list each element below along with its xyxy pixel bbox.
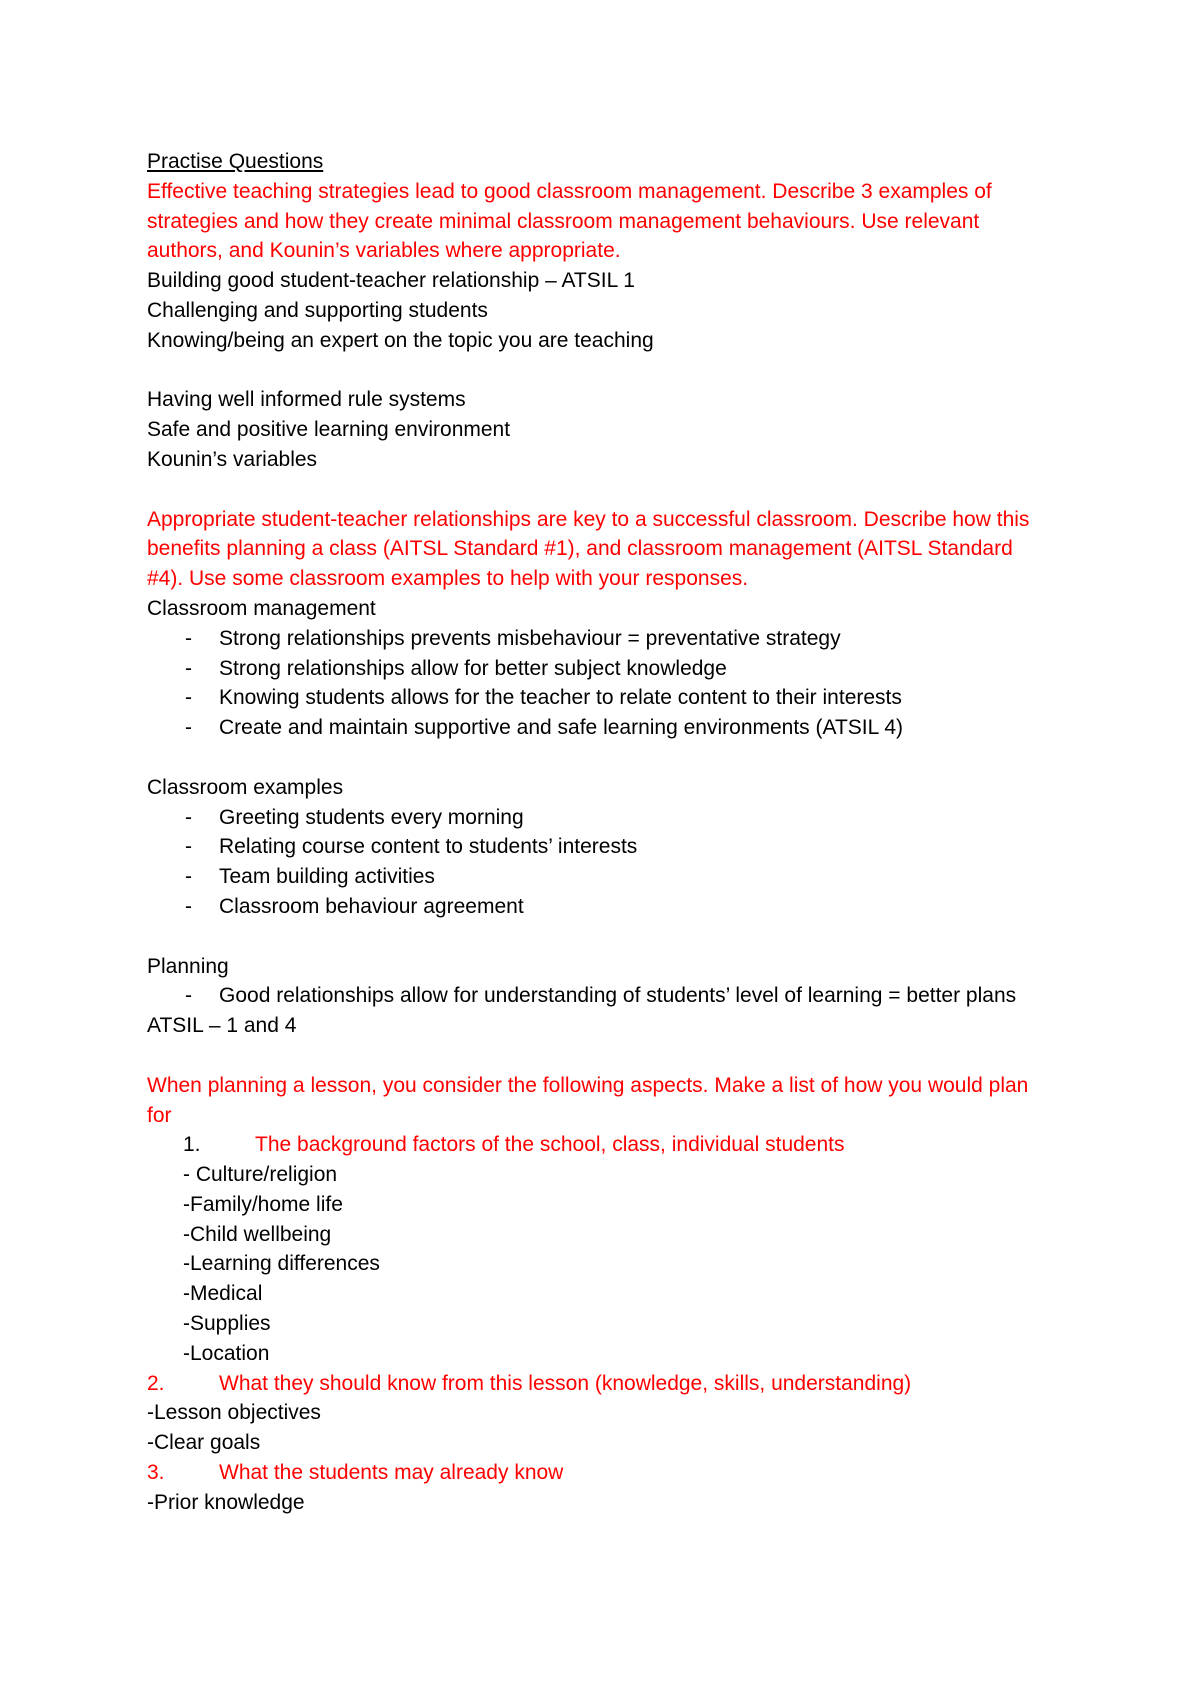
document-heading: Practise Questions xyxy=(147,150,324,173)
question-3: When planning a lesson, you consider the following aspects. Make a list of how you would plan for xyxy=(147,1073,1029,1127)
answer-line: Having well informed rule systems xyxy=(147,388,466,412)
list-item-text: Create and maintain supportive and safe learning environments (ATSIL 4) xyxy=(219,716,904,740)
list-item xyxy=(147,683,1047,713)
list-item xyxy=(147,654,1047,684)
numbered-item-3 xyxy=(147,1458,1047,1488)
bullet-dash: - xyxy=(185,716,192,740)
sub-item: -Medical xyxy=(183,1282,263,1306)
sub-item: -Prior knowledge xyxy=(147,1490,305,1514)
bullet-dash: - xyxy=(185,894,192,918)
answer-line: Building good student-teacher relationship – ATSIL 1 xyxy=(147,269,635,293)
list-item-text: Classroom behaviour agreement xyxy=(219,894,524,918)
question-2: Appropriate student-teacher relationships are key to a successful classroom. Describe how this benefits planning a class (AITSL Standard #1), and classroom management (AITSL Standard #4). Use some classroom examples to help with your responses. xyxy=(147,507,1030,591)
bullet-dash: - xyxy=(185,805,192,829)
item-number: 2. xyxy=(147,1371,165,1395)
list-item xyxy=(147,803,1047,833)
answer-line: ATSIL – 1 and 4 xyxy=(147,1014,297,1038)
list-item xyxy=(147,832,1047,862)
bullet-dash: - xyxy=(185,686,192,710)
list-item-text: Knowing students allows for the teacher to relate content to their interests xyxy=(219,686,902,710)
list-item-text: Strong relationships allow for better subject knowledge xyxy=(219,656,727,680)
blank-line xyxy=(147,1041,1047,1071)
section-title-classroom-management: Classroom management xyxy=(147,596,376,620)
bullet-dash: - xyxy=(185,835,192,859)
bullet-dash: - xyxy=(185,865,192,889)
answer-line: Kounin’s variables xyxy=(147,447,318,471)
document-page xyxy=(147,147,1047,1518)
list-item-text: Good relationships allow for understanding of students’ level of learning = better plans xyxy=(219,984,1017,1008)
item-number: 1. xyxy=(183,1133,201,1157)
item-number: 3. xyxy=(147,1461,165,1485)
blank-line xyxy=(147,743,1047,773)
answer-line: Challenging and supporting students xyxy=(147,298,488,322)
numbered-item-text: What the students may already know xyxy=(219,1461,564,1485)
sub-item: -Clear goals xyxy=(147,1431,261,1455)
sub-item: -Location xyxy=(183,1341,270,1365)
list-item-text: Strong relationships prevents misbehaviour = preventative strategy xyxy=(219,626,841,650)
sub-item: -Lesson objectives xyxy=(147,1401,321,1425)
numbered-item-text: What they should know from this lesson (knowledge, skills, understanding) xyxy=(219,1371,912,1395)
sub-item: -Learning differences xyxy=(183,1252,380,1276)
list-item xyxy=(147,862,1047,892)
answer-line: Knowing/being an expert on the topic you are teaching xyxy=(147,328,654,352)
list-item xyxy=(147,713,1047,743)
list-item-text: Relating course content to students’ interests xyxy=(219,835,638,859)
question-1: Effective teaching strategies lead to good classroom management. Describe 3 examples of strategies and how they create minimal classroom management behaviours. Use relevant authors, and Kounin’s variables where appropriate. xyxy=(147,179,992,263)
numbered-item-2 xyxy=(147,1369,1047,1399)
answer-line: Safe and positive learning environment xyxy=(147,418,511,442)
blank-line xyxy=(147,356,1047,386)
blank-line xyxy=(147,922,1047,952)
blank-line xyxy=(147,475,1047,505)
sub-item: -Child wellbeing xyxy=(183,1222,332,1246)
list-item xyxy=(147,981,1047,1011)
bullet-dash: - xyxy=(185,656,192,680)
sub-item: -Family/home life xyxy=(183,1192,343,1216)
sub-item: -Supplies xyxy=(183,1312,271,1336)
bullet-dash: - xyxy=(185,984,192,1008)
numbered-item-text: The background factors of the school, class, individual students xyxy=(255,1133,845,1157)
section-title-planning: Planning xyxy=(147,954,229,978)
list-item xyxy=(147,892,1047,922)
bullet-dash: - xyxy=(185,626,192,650)
list-item xyxy=(147,624,1047,654)
list-item-text: Greeting students every morning xyxy=(219,805,524,829)
numbered-item-1 xyxy=(147,1130,1047,1160)
list-item-text: Team building activities xyxy=(219,865,435,889)
sub-item: - Culture/religion xyxy=(183,1163,338,1187)
section-title-classroom-examples: Classroom examples xyxy=(147,775,344,799)
